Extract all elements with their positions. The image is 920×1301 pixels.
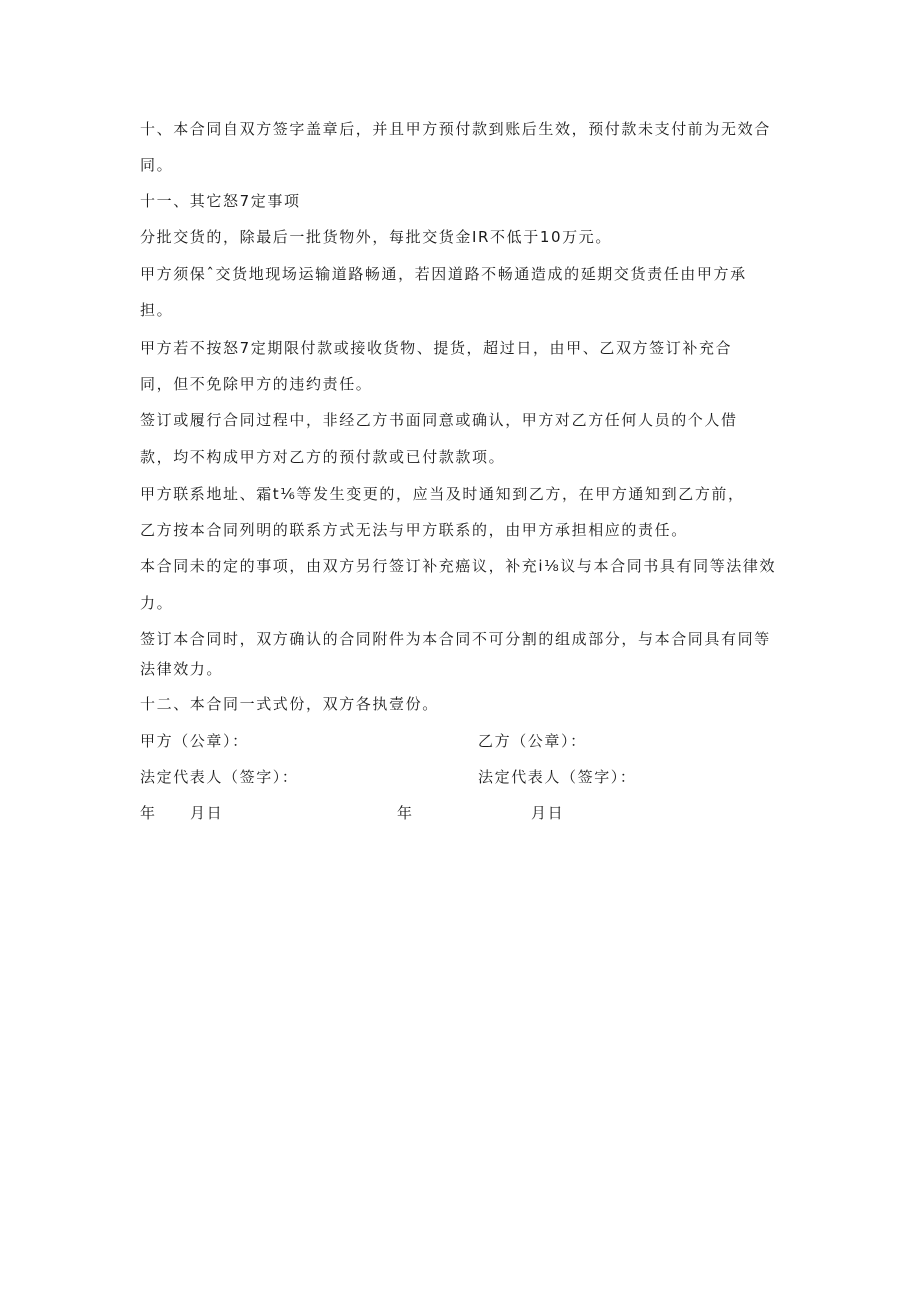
clause-11-item-7-line-1: 签订本合同时，双方确认的合同附件为本合同不可分割的组成部分，与本合同具有同等 (140, 630, 771, 648)
clause-11-item-6-line-2: 力。 (140, 594, 174, 612)
party-b-year-label: 年 (397, 804, 414, 822)
clause-11-item-5-line-1: 甲方联系地址、霜t⅙等发生变更的，应当及时通知到乙方，在甲方通知到乙方前， (140, 485, 745, 503)
clause-11-item-1: 分批交货的，除最后一批货物外，每批交货金IR不低于10万元。 (140, 228, 612, 246)
party-a-month-day-label: 月日 (190, 804, 224, 822)
party-b-rep-label: 法定代表人（签字）： (478, 768, 637, 786)
clause-11-item-2-line-1: 甲方须保ˆ交货地现场运输道路畅通，若因道路不畅通造成的延期交货责任由甲方承 (140, 265, 747, 283)
party-b-month-day-label: 月日 (531, 804, 565, 822)
clause-11-item-6-line-1: 本合同未的定的事项，由双方另行签订补充癌议，补充i⅛议与本合同书具有同等法律效 (140, 557, 777, 575)
clause-11-item-3-line-1: 甲方若不按怒7定期限付款或接收货物、提货，超过日，由甲、乙双方签订补充合 (140, 339, 733, 357)
party-a-rep-label: 法定代表人（签字）： (140, 768, 299, 786)
clause-11-item-3-line-2: 同，但不免除甲方的违约责任。 (140, 375, 373, 393)
clause-11-item-4-line-2: 款，均不构成甲方对乙方的预付款或已付款款项。 (140, 448, 506, 466)
clause-11-heading: 十一、其它怒7定事项 (140, 192, 301, 210)
party-a-seal-label: 甲方（公章）： (140, 732, 249, 750)
clause-11-item-7-line-2: 法律效力。 (140, 660, 224, 678)
party-b-seal-label: 乙方（公章）： (478, 732, 587, 750)
clause-10-line-1: 十、本合同自双方签字盖章后，并且甲方预付款到账后生效，预付款未支付前为无效合 (140, 120, 771, 138)
party-a-year-label: 年 (140, 804, 157, 822)
clause-12: 十二、本合同一式式份，双方各执壹份。 (140, 695, 439, 713)
clause-11-item-2-line-2: 担。 (140, 301, 174, 319)
clause-11-item-4-line-1: 签订或履行合同过程中，非经乙方书面同意或确认，甲方对乙方任何人员的个人借 (140, 411, 738, 429)
clause-11-item-5-line-2: 乙方按本合同列明的联系方式无法与甲方联系的，由甲方承担相应的责任。 (140, 521, 688, 539)
clause-10-line-2: 同。 (140, 156, 174, 174)
